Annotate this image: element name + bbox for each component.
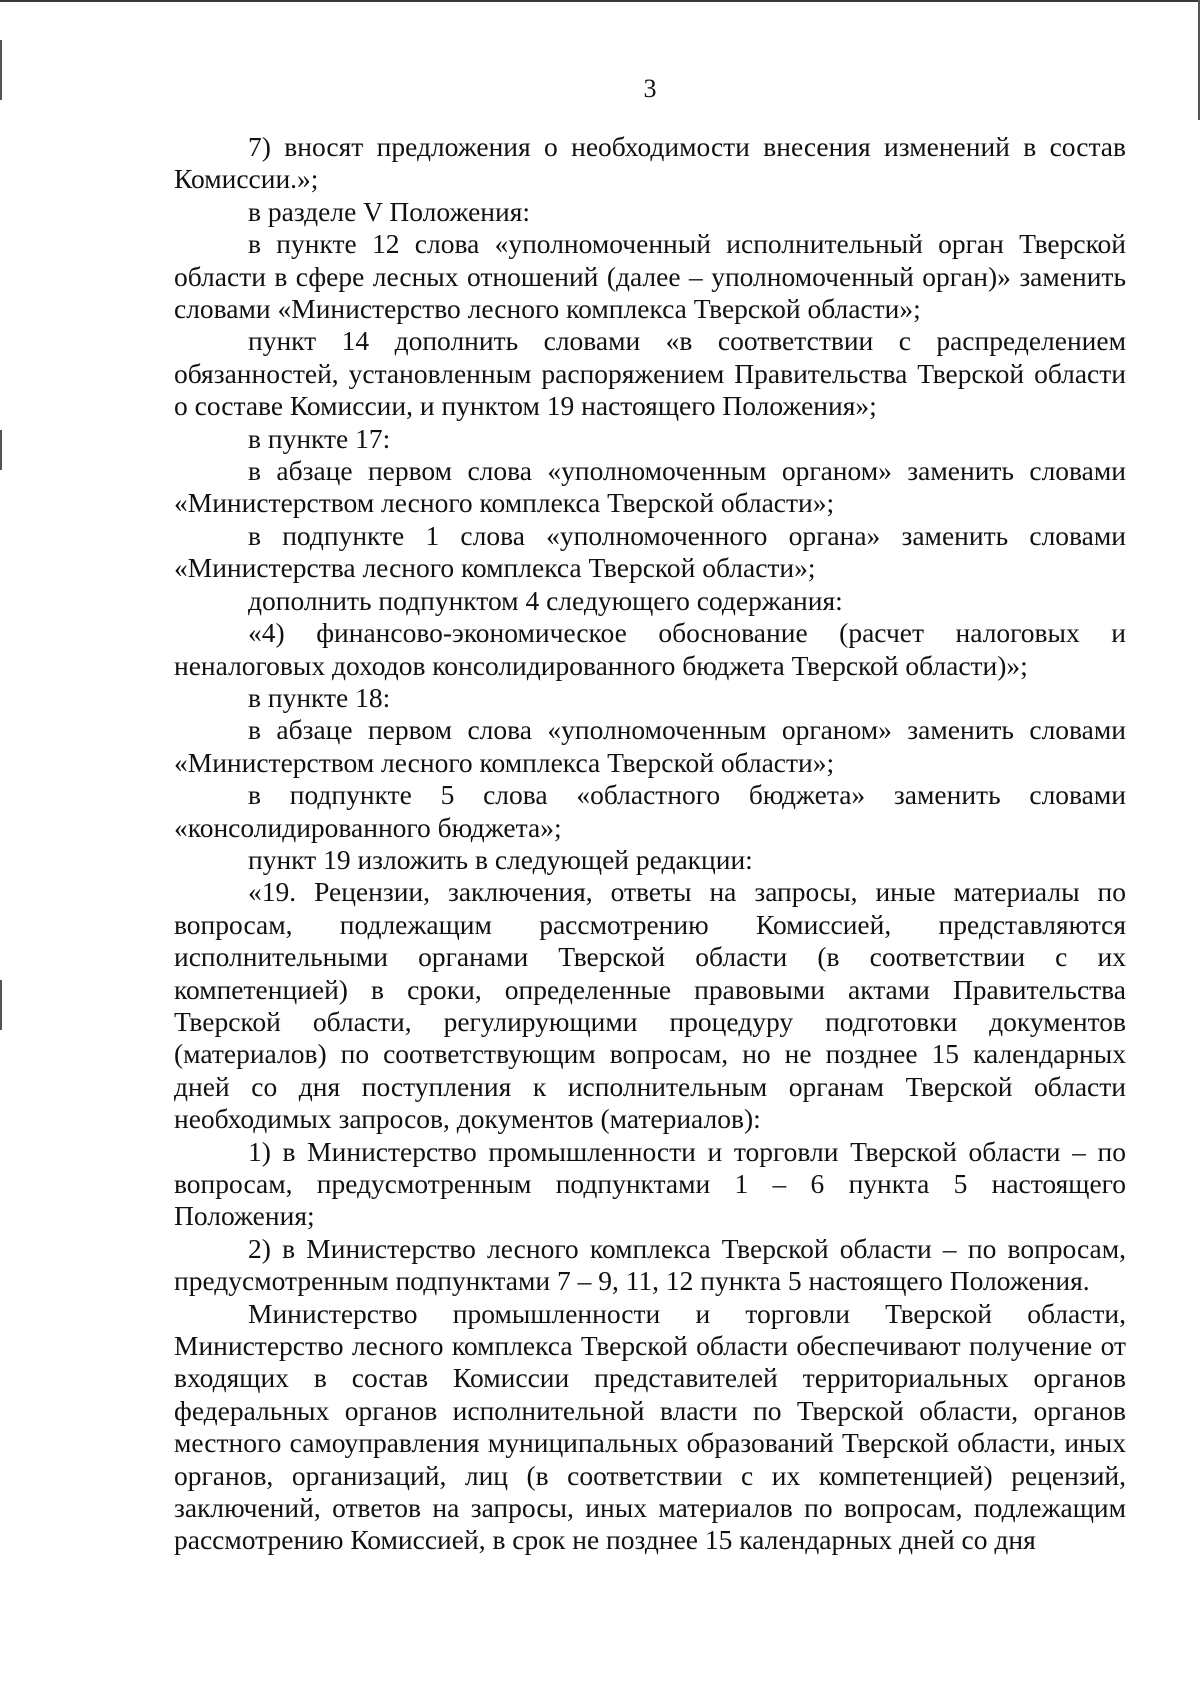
document-body <box>174 131 1126 1557</box>
paragraph: 7) вносят предложения о необходимости внесения изменений в состав Комиссии.»; <box>174 131 1126 195</box>
paragraph: дополнить подпунктом 4 следующего содержания: <box>248 584 843 616</box>
paragraph: пункт 19 изложить в следующей редакции: <box>248 843 753 875</box>
paragraph: Министерство промышленности и торговли Тверской области, Министерство лесного комплекса Тверской области обеспечивают получение от входящих в состав Комиссии представителей территориальных органов федеральных органов исполнительной власти по Тверской области, органов местного самоуправления муниципальных образований Тверской области, иных органов, организаций, лиц (в соответствии с их компетенцией) рецензий, заключений, ответов на запросы, иных материалов по вопросам, подлежащим рассмотрению Комиссией, в срок не позднее 15 календарных дней со дня <box>174 1297 1126 1556</box>
paragraph: в пункте 12 слова «уполномоченный исполнительный орган Тверской области в сфере лесных отношений (далее – уполномоченный орган)» заменить словами «Министерство лесного комплекса Тверской области»; <box>174 228 1126 325</box>
paragraph: «4) финансово-экономическое обоснование (расчет налоговых и неналоговых доходов консолидированного бюджета Тверской области)»; <box>174 617 1126 681</box>
scan-mark-left <box>0 980 2 1030</box>
paragraph: 1) в Министерство промышленности и торговли Тверской области – по вопросам, предусмотренным подпунктами 1 – 6 пункта 5 настоящего Положения; <box>174 1135 1126 1232</box>
paragraph: в пункте 18: <box>248 681 391 713</box>
paragraph: в подпункте 5 слова «областного бюджета» заменить словами «консолидированного бюджета»; <box>174 779 1126 843</box>
paragraph: в абзаце первом слова «уполномоченным органом» заменить словами «Министерством лесного комплекса Тверской области»; <box>174 455 1126 519</box>
paragraph: в разделе V Положения: <box>248 195 531 227</box>
scan-mark-left <box>0 430 2 470</box>
paragraph: в абзаце первом слова «уполномоченным органом» заменить словами «Министерством лесного комплекса Тверской области»; <box>174 714 1126 778</box>
paragraph: в подпункте 1 слова «уполномоченного органа» заменить словами «Министерства лесного комплекса Тверской области»; <box>174 519 1126 584</box>
paragraph: 2) в Министерство лесного комплекса Тверской области – по вопросам, предусмотренным подпунктами 7 – 9, 11, 12 пункта 5 настоящего Положения. <box>174 1232 1126 1297</box>
scan-border-top <box>0 0 1200 2</box>
paragraph: «19. Рецензии, заключения, ответы на запросы, иные материалы по вопросам, подлежащим рассмотрению Комиссией, представляются исполнительными органами Тверской области (в соответствии с их компетенцией) в сроки, определенные правовыми актами Правительства Тверской области, регулирующими процедуру подготовки документов (материалов) по соответствующим вопросам, но не позднее 15 календарных дней со дня поступления к исполнительным органам Тверской области необходимых запросов, документов (материалов): <box>174 876 1126 1135</box>
paragraph: пункт 14 дополнить словами «в соответствии с распределением обязанностей, установленным распоряжением Правительства Тверской области о составе Комиссии, и пунктом 19 настоящего Положения»; <box>174 325 1126 422</box>
paragraph: в пункте 17: <box>248 422 391 454</box>
page-number: 3 <box>643 74 657 103</box>
